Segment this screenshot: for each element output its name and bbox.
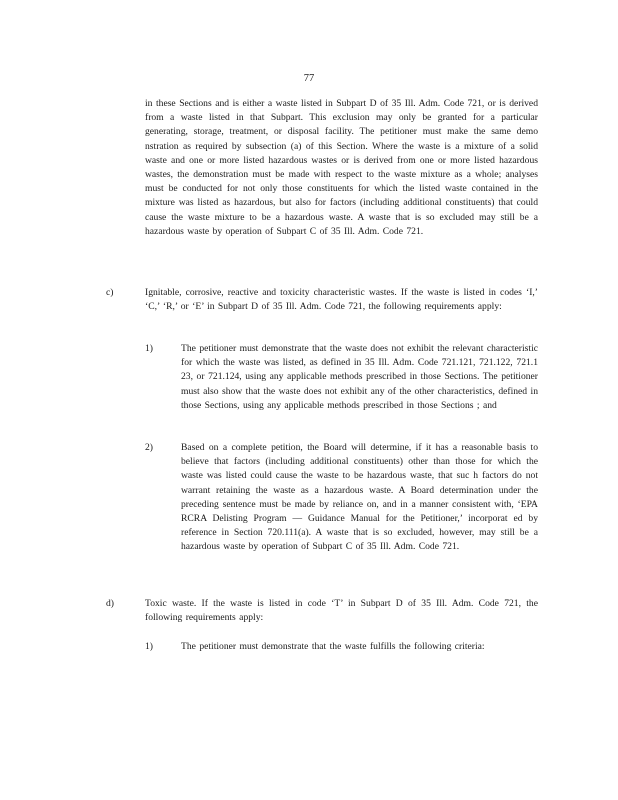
section-c-item-1-text: The petitioner must demonstrate that the waste does not exhibit the relevant characteristic for which the waste was listed, as defined in 35 Ill. Adm. Code 721.121, 721.122, 721.1 23, or 721.124, using any applicable methods prescribed in those Sections. The petitioner must also show that the waste does not exhibit any of the other characteristics, defined in those Sections, using any applicable methods prescribed in those Sections ; and [181, 343, 538, 411]
section-c-item-2-text: Based on a complete petition, the Board will determine, if it has a reasonable basis to believe that factors (including additional constituents) other than those for which the waste was listed could cause the waste to be hazardous waste, that suc h factors do not warrant retaining the waste as a hazardous waste. A Board determination under the preceding sentence must be made by reliance on, and in a manner consistent with, ‘EPA RCRA Delisting Program — Guidance Manual for the Petitioner,’ incorporat ed by reference in Section 720.111(a). A waste that is so excluded, however, may still be a hazardous waste by operation of Subpart C of 35 Ill. Adm. Code 721. [181, 442, 538, 553]
section-c-item-2-label: 2) [145, 442, 153, 453]
section-c-item-1-label: 1) [145, 343, 153, 354]
section-d-text: Toxic waste. If the waste is listed in code ‘T’ in Subpart D of 35 Ill. Adm. Code 721, the following requirements apply: [145, 598, 538, 624]
section-d-label: d) [106, 598, 114, 609]
section-c-label: c) [106, 287, 114, 298]
page-number: 77 [303, 73, 315, 84]
section-c-text: Ignitable, corrosive, reactive and toxicity characteristic wastes. If the waste is listed in codes ‘I,’ ‘C,’ ‘R,’ or ‘E’ in Subpart D of 35 Ill. Adm. Code 721, the following requirements apply: [145, 287, 538, 313]
section-d-item-1-text: The petitioner must demonstrate that the waste fulfills the following criteria: [181, 641, 485, 652]
section-d-item-1-label: 1) [145, 641, 153, 652]
intro-paragraph: in these Sections and is either a waste listed in Subpart D of 35 Ill. Adm. Code 721, or is derived from a waste listed in that Subpart. This exclusion may only be granted for a particular generating, storage, treatment, or disposal facility. The petitioner must make the same demo nstration as required by subsection (a) of this Section. Where the waste is a mixture of a solid waste and one or more listed hazardous wastes or is derived from one or more listed hazardous wastes, the demonstration must be made with respect to the waste mixture as a whole; analyses must be conducted for not only those constituents for which the listed waste contained in the mixture was listed as hazardous, but also for factors (including additional constituents) that could cause the waste mixture to be a hazardous waste. A waste that is so excluded may still be a hazardous waste by operation of Subpart C of 35 Ill. Adm. Code 721. [145, 98, 538, 237]
